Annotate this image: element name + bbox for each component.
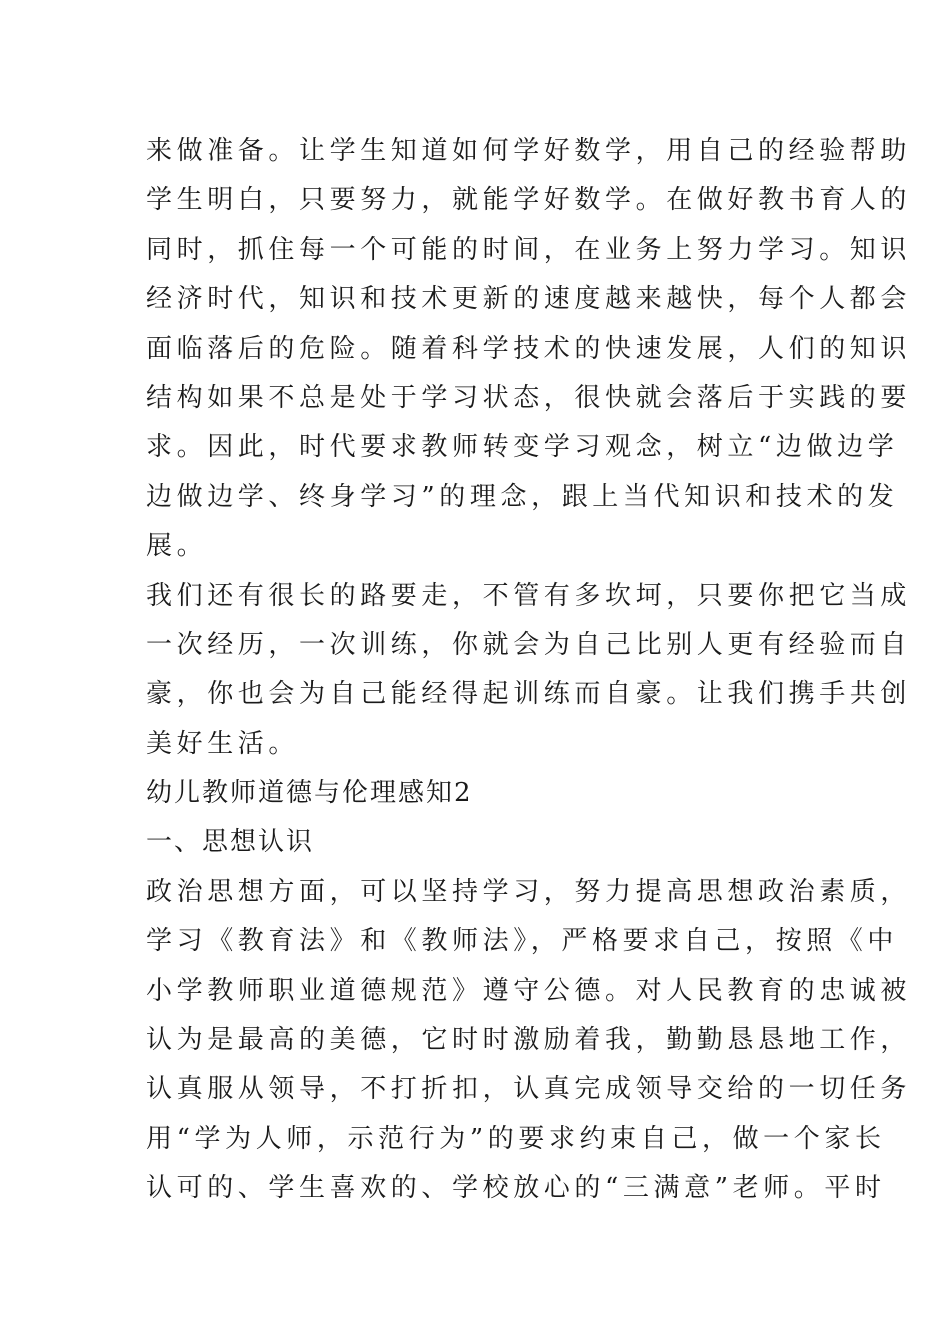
section-heading: 一、思想认识 <box>146 827 315 858</box>
text-line: 展。 <box>146 531 208 562</box>
text-line: 一次经历，一次训练，你就会为自己比别人更有经验而自 <box>146 629 912 660</box>
text-line: 来做准备。让学生知道如何学好数学，用自己的经验帮助 <box>146 136 912 166</box>
text-line: 认为是最高的美德，它时时激励着我，勤勤恳恳地工作， <box>146 1025 912 1056</box>
text-line: 边做边学、终身学习”的理念，跟上当代知识和技术的发 <box>146 481 899 512</box>
text-line: 同时，抓住每一个可能的时间，在业务上努力学习。知识 <box>146 234 912 265</box>
text-line: 求。因此，时代要求教师转变学习观念，树立“边做边学 <box>146 432 899 463</box>
text-line: 经济时代，知识和技术更新的速度越来越快，每个人都会 <box>146 284 912 315</box>
text-line: 政治思想方面，可以坚持学习，努力提高思想政治素质， <box>146 876 912 907</box>
text-line: 面临落后的危险。随着科学技术的快速发展，人们的知识 <box>146 333 912 364</box>
text-line: 用“学为人师，示范行为”的要求约束自己，做一个家长 <box>146 1123 886 1154</box>
text-line: 结构如果不总是处于学习状态，很快就会落后于实践的要 <box>146 382 912 413</box>
text-line: 豪，你也会为自己能经得起训练而自豪。让我们携手共创 <box>146 679 912 710</box>
text-line: 认可的、学生喜欢的、学校放心的“三满意”老师。平时 <box>146 1173 886 1204</box>
text-line: 学习《教育法》和《教师法》，严格要求自己，按照《中 <box>146 926 899 957</box>
text-line: 小学教师职业道德规范》遵守公德。对人民教育的忠诚被 <box>146 975 912 1006</box>
text-line: 学生明白，只要努力，就能学好数学。在做好教书育人的 <box>146 185 912 216</box>
text-line: 美好生活。 <box>146 728 300 759</box>
section-title: 幼儿教师道德与伦理感知2 <box>146 778 473 809</box>
document-body <box>146 127 912 1214</box>
text-line: 我们还有很长的路要走，不管有多坎坷，只要你把它当成 <box>146 580 912 611</box>
text-line: 认真服从领导，不打折扣，认真完成领导交给的一切任务 <box>146 1074 912 1105</box>
